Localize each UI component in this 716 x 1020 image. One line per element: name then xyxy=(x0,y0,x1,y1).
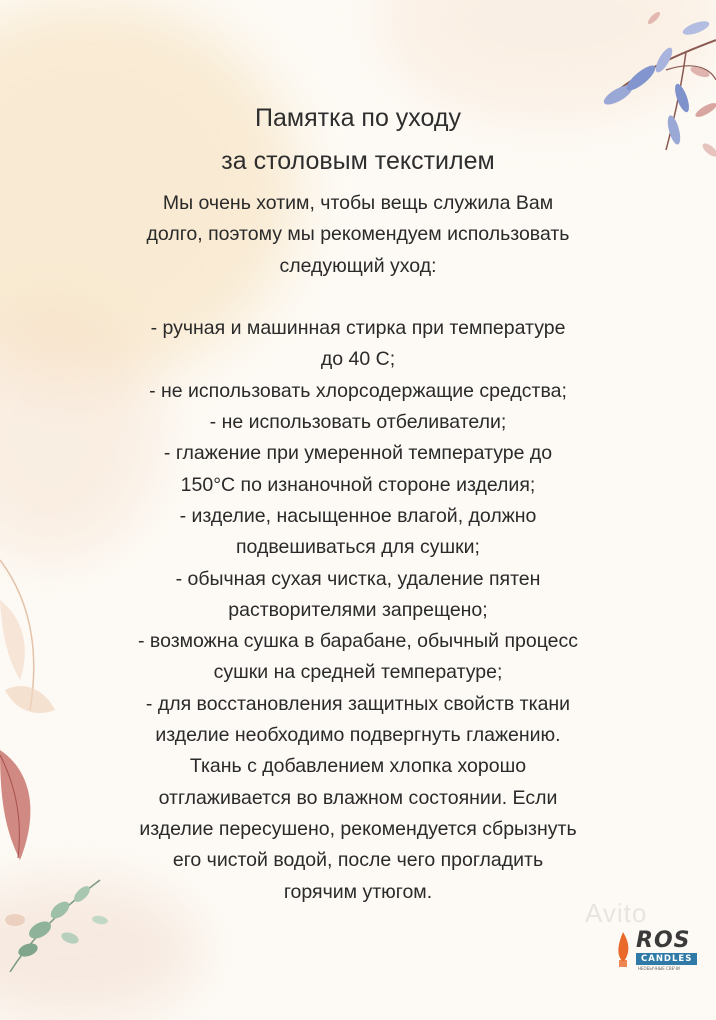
flame-icon xyxy=(614,930,632,968)
intro-line: Мы очень хотим, чтобы вещь служила Вам xyxy=(162,192,554,214)
paragraph-gap xyxy=(30,282,686,313)
care-line: подвешиваться для сушки; xyxy=(236,536,480,559)
ros-candles-logo xyxy=(612,924,716,972)
care-line: изделие необходимо подвергнуть глажению. xyxy=(155,724,561,747)
care-line: его чистой водой, после чего прогладить xyxy=(172,849,544,872)
care-line: - не использовать отбеливатели; xyxy=(209,411,507,434)
care-line: растворителями запрещено; xyxy=(228,598,488,621)
care-line: изделие пересушено, рекомендуется сбрызнуть xyxy=(139,817,577,840)
care-line: - не использовать хлорсодержащие средства; xyxy=(149,379,567,402)
intro-line: следующий уход: xyxy=(279,254,437,277)
care-line: отглаживается во влажном состоянии. Если xyxy=(158,786,558,809)
care-line: до 40 С; xyxy=(320,348,396,371)
title-line: Памятка по уходу xyxy=(255,104,461,132)
logo-tagline: НЕОБЫЧНЫЕ СВЕЧИ xyxy=(638,966,680,971)
care-line: горячим утюгом. xyxy=(283,880,433,903)
care-line: сушки на средней температуре; xyxy=(213,661,503,684)
page-title xyxy=(0,97,716,183)
avito-watermark: Avito xyxy=(585,898,648,928)
care-line: - возможна сушка в барабане, обычный процесс xyxy=(138,630,578,653)
logo-name: ROS xyxy=(636,928,691,953)
care-instructions xyxy=(30,188,686,908)
care-line: - для восстановления защитных свойств ткани xyxy=(145,692,571,715)
care-line: - ручная и машинная стирка при температуре xyxy=(150,317,566,340)
intro-line: долго, поэтому мы рекомендуем использовать xyxy=(146,223,570,246)
care-line: Ткань с добавлением хлопка хорошо xyxy=(189,755,527,778)
care-line: 150°С по изнаночной стороне изделия; xyxy=(180,473,536,496)
logo-sub: CANDLES xyxy=(636,953,697,965)
title-line: за столовым текстилем xyxy=(221,147,495,175)
care-line: - обычная сухая чистка, удаление пятен xyxy=(175,567,541,590)
care-line: - изделие, насыщенное влагой, должно xyxy=(179,504,537,527)
care-line: - глажение при умеренной температуре до xyxy=(163,442,553,465)
